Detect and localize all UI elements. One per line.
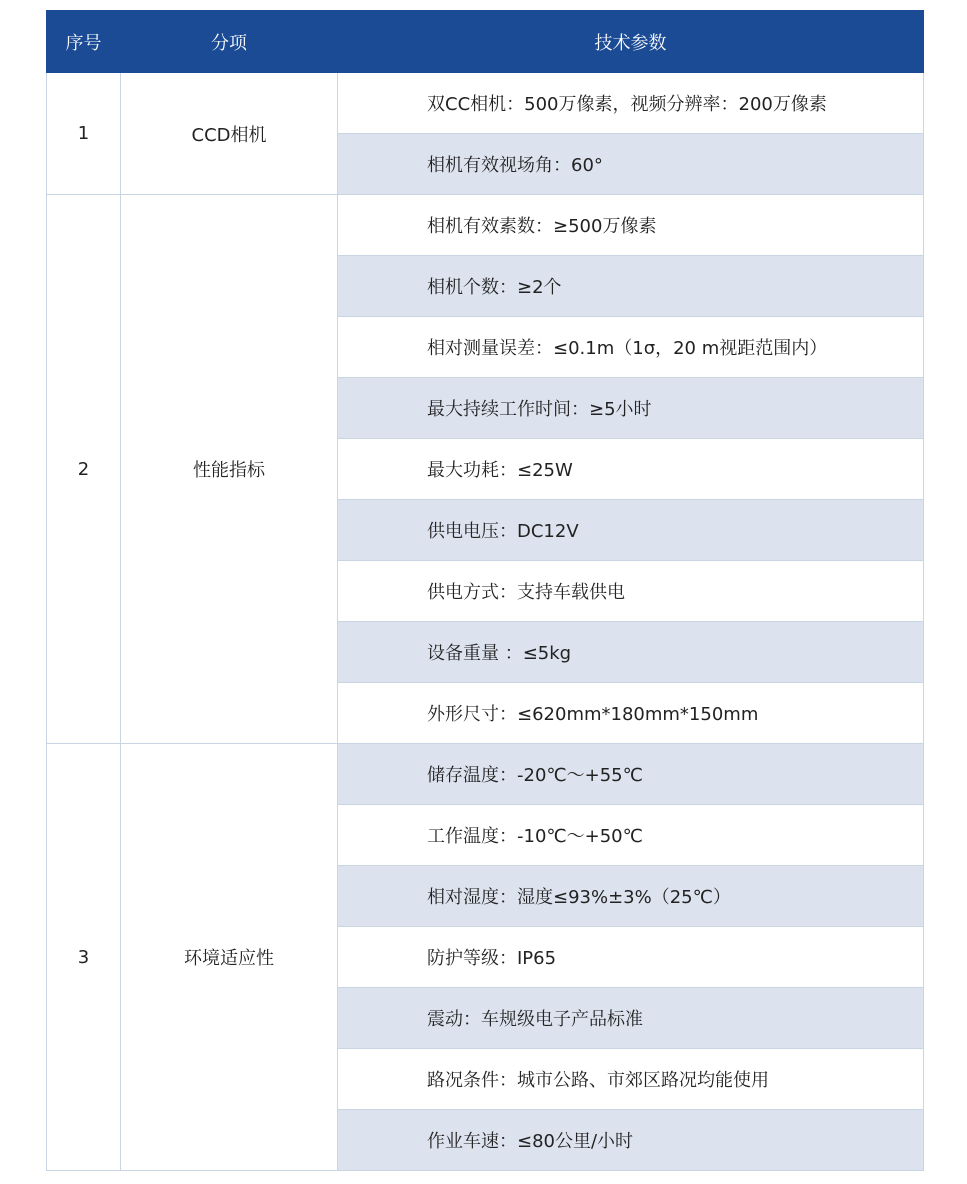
- row-index: 1: [47, 73, 121, 195]
- header-params: 技术参数: [338, 11, 924, 73]
- param-cell: 作业车速：≤80公里/小时: [338, 1110, 924, 1171]
- row-category: CCD相机: [121, 73, 338, 195]
- table-row: [47, 73, 924, 134]
- row-index: 2: [47, 195, 121, 744]
- row-category: 环境适应性: [121, 744, 338, 1171]
- param-cell: 双CC相机：500万像素，视频分辨率：200万像素: [338, 73, 924, 134]
- param-cell: 工作温度：-10℃～+50℃: [338, 805, 924, 866]
- row-category: 性能指标: [121, 195, 338, 744]
- spec-table: [46, 10, 924, 1171]
- row-index: 3: [47, 744, 121, 1171]
- param-cell: 供电方式：支持车载供电: [338, 561, 924, 622]
- header-row: [47, 11, 924, 73]
- table-row: [47, 195, 924, 256]
- param-cell: 供电电压：DC12V: [338, 500, 924, 561]
- param-cell: 相对湿度：湿度≤93%±3%（25℃）: [338, 866, 924, 927]
- param-cell: 防护等级：IP65: [338, 927, 924, 988]
- param-cell: 外形尺寸：≤620mm*180mm*150mm: [338, 683, 924, 744]
- param-cell: 相对测量误差：≤0.1m（1σ，20 m视距范围内）: [338, 317, 924, 378]
- param-cell: 储存温度：-20℃～+55℃: [338, 744, 924, 805]
- param-cell: 最大功耗：≤25W: [338, 439, 924, 500]
- header-index: 序号: [47, 11, 121, 73]
- param-cell: 设备重量 ：≤5kg: [338, 622, 924, 683]
- param-cell: 相机个数：≥2个: [338, 256, 924, 317]
- param-cell: 路况条件：城市公路、市郊区路况均能使用: [338, 1049, 924, 1110]
- param-cell: 最大持续工作时间：≥5小时: [338, 378, 924, 439]
- param-cell: 相机有效素数：≥500万像素: [338, 195, 924, 256]
- table-row: [47, 744, 924, 805]
- header-category: 分项: [121, 11, 338, 73]
- param-cell: 相机有效视场角：60°: [338, 134, 924, 195]
- param-cell: 震动：车规级电子产品标准: [338, 988, 924, 1049]
